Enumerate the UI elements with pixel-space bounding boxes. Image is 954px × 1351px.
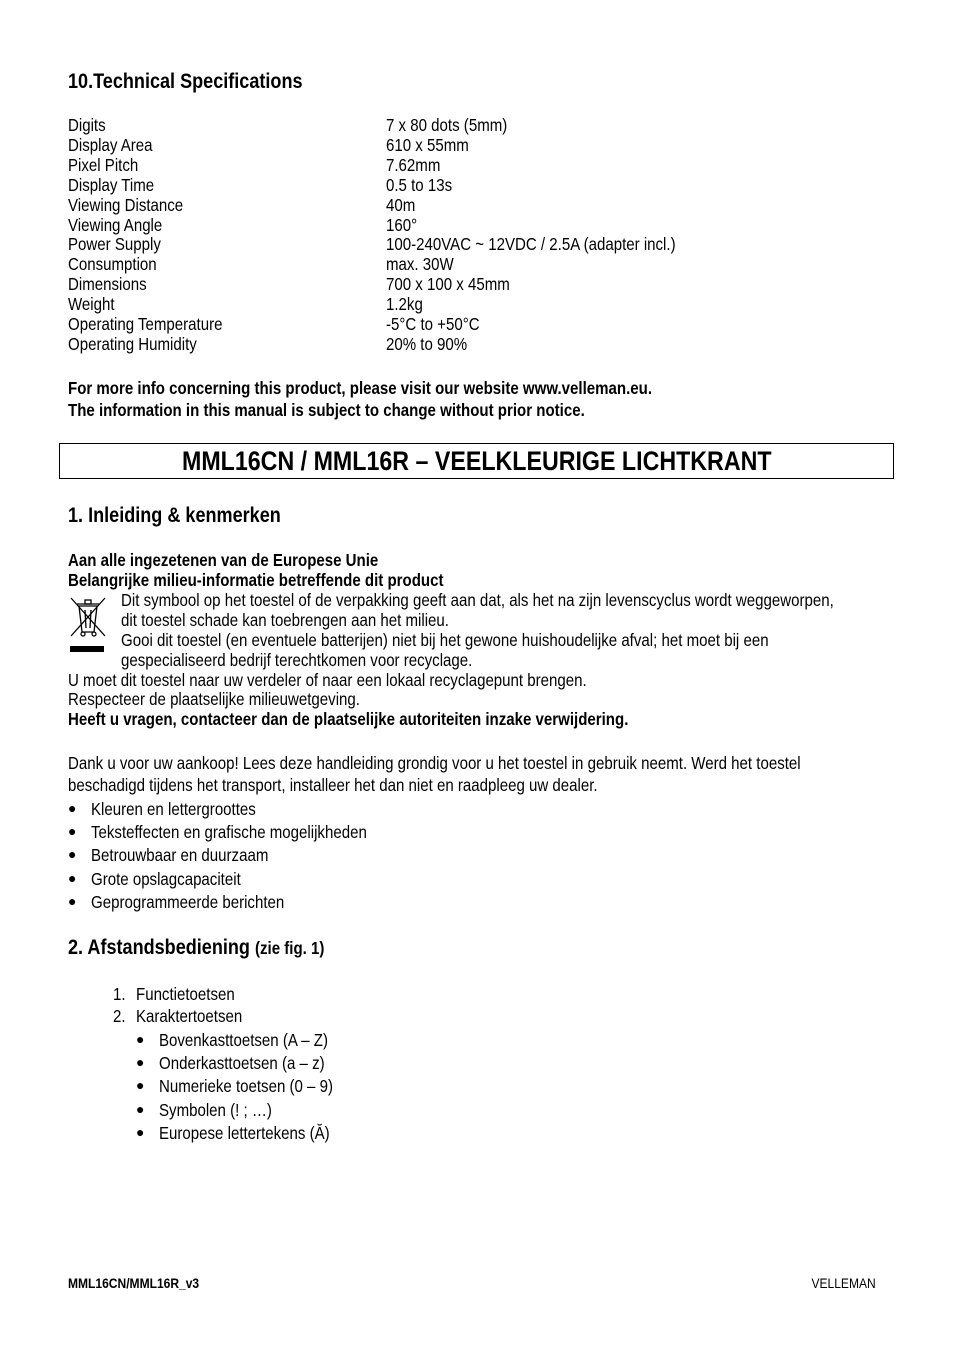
bullet-icon: ● <box>68 823 77 839</box>
eu-heading: Aan alle ingezetenen van de Europese Unie <box>68 550 379 570</box>
section-2-title-suffix: (zie fig. 1) <box>254 938 325 958</box>
bullet-icon: ● <box>68 846 77 862</box>
bullet-icon: ● <box>136 1077 145 1093</box>
sub-item-label: Europese lettertekens (Ă) <box>159 1123 330 1143</box>
spec-value: 700 x 100 x 45mm <box>386 274 510 295</box>
spec-value: 7 x 80 dots (5mm) <box>386 115 508 135</box>
weee-text-6: Respecteer de plaatselijke milieuwetgeving. <box>68 689 360 709</box>
spec-label: Operating Humidity <box>68 333 197 354</box>
spec-value: 0.5 to 13s <box>386 174 453 195</box>
item-label: Karaktertoetsen <box>136 1006 243 1026</box>
section-2-title <box>68 936 366 960</box>
section-2-title-text: 2. Afstandsbediening <box>68 936 250 959</box>
spec-label: Pixel Pitch <box>68 154 139 175</box>
spec-value: 20% to 90% <box>386 333 468 354</box>
spec-label: Dimensions <box>68 274 147 295</box>
item-number: 2. <box>113 1006 126 1026</box>
bullet-icon: ● <box>136 1031 145 1047</box>
spec-label: Viewing Angle <box>68 214 163 235</box>
spec-value: 7.62mm <box>386 154 441 175</box>
bullet-icon: ● <box>68 800 77 816</box>
feature-label: Betrouwbaar en duurzaam <box>91 845 269 865</box>
spec-label: Digits <box>68 115 106 135</box>
section-1-title: 1. Inleiding & kenmerken <box>68 504 281 527</box>
spec-label: Display Time <box>68 174 155 195</box>
bullet-icon: ● <box>68 870 77 886</box>
weee-crossed-bin-icon <box>67 592 109 656</box>
spec-value: 100-240VAC ~ 12VDC / 2.5A (adapter incl.) <box>386 234 676 255</box>
spec-value: 1.2kg <box>386 294 423 315</box>
spec-label: Weight <box>68 294 115 315</box>
info-line-notice: The information in this manual is subject to change without prior notice. <box>68 400 585 420</box>
spec-label: Display Area <box>68 134 153 155</box>
info-line-website: For more info concerning this product, please visit our website www.velleman.eu. <box>68 378 653 398</box>
footer-model-version: MML16CN/MML16R_v3 <box>68 1275 200 1291</box>
spec-value: -5°C to +50°C <box>386 314 480 334</box>
feature-label: Kleuren en lettergroottes <box>91 799 256 819</box>
sub-item-label: Symbolen (! ; …) <box>159 1100 272 1120</box>
feature-label: Grote opslagcapaciteit <box>91 869 241 889</box>
bullet-icon: ● <box>136 1101 145 1117</box>
spec-label: Viewing Distance <box>68 194 184 215</box>
weee-text-5: U moet dit toestel naar uw verdeler of naar een lokaal recyclagepunt brengen. <box>68 670 587 690</box>
bullet-icon: ● <box>136 1124 145 1140</box>
product-title: MML16CN / MML16R – VEELKLEURIGE LICHTKRANT <box>181 446 772 476</box>
item-label: Functietoetsen <box>136 984 235 1004</box>
footer-brand: VELLEMAN <box>811 1275 876 1291</box>
weee-contact-notice: Heeft u vragen, contacteer dan de plaatselijke autoriteiten inzake verwijdering. <box>68 709 629 729</box>
weee-text-2: dit toestel schade kan toebrengen aan het milieu. <box>121 610 449 630</box>
spec-label: Operating Temperature <box>68 314 223 334</box>
spec-label: Consumption <box>68 254 157 275</box>
weee-text-4: gespecialiseerd bedrijf terechtkomen voor recyclage. <box>121 650 473 670</box>
eu-subheading: Belangrijke milieu-informatie betreffende dit product <box>68 570 444 590</box>
bullet-icon: ● <box>68 893 77 909</box>
thanks-text-2: beschadigd tijdens het transport, installeer het dan niet en raadpleeg uw dealer. <box>68 775 598 795</box>
weee-text-3: Gooi dit toestel (en eventuele batterijen) niet bij het gewone huishoudelijke afval; het moet bij een <box>121 630 769 650</box>
bullet-icon: ● <box>136 1054 145 1070</box>
sub-item-label: Onderkasttoetsen (a – z) <box>159 1053 325 1073</box>
spec-value: 160° <box>386 214 418 235</box>
item-number: 1. <box>113 984 126 1004</box>
section-10-title: 10.Technical Specifications <box>68 70 303 93</box>
spec-label: Power Supply <box>68 234 161 255</box>
sub-item-label: Numerieke toetsen (0 – 9) <box>159 1076 334 1096</box>
spec-value: 40m <box>386 194 416 215</box>
feature-label: Teksteffecten en grafische mogelijkheden <box>91 822 367 842</box>
spec-value: max. 30W <box>386 254 454 275</box>
spec-value: 610 x 55mm <box>386 134 469 155</box>
sub-item-label: Bovenkasttoetsen (A – Z) <box>159 1030 328 1050</box>
feature-label: Geprogrammeerde berichten <box>91 892 285 912</box>
weee-text-1: Dit symbool op het toestel of de verpakking geeft aan dat, als het na zijn levenscyclus wordt weggeworpen, <box>121 590 834 610</box>
thanks-text-1: Dank u voor uw aankoop! Lees deze handleiding grondig voor u het toestel in gebruik neemt. Werd het toestel <box>68 753 801 773</box>
product-title-banner <box>59 443 894 479</box>
